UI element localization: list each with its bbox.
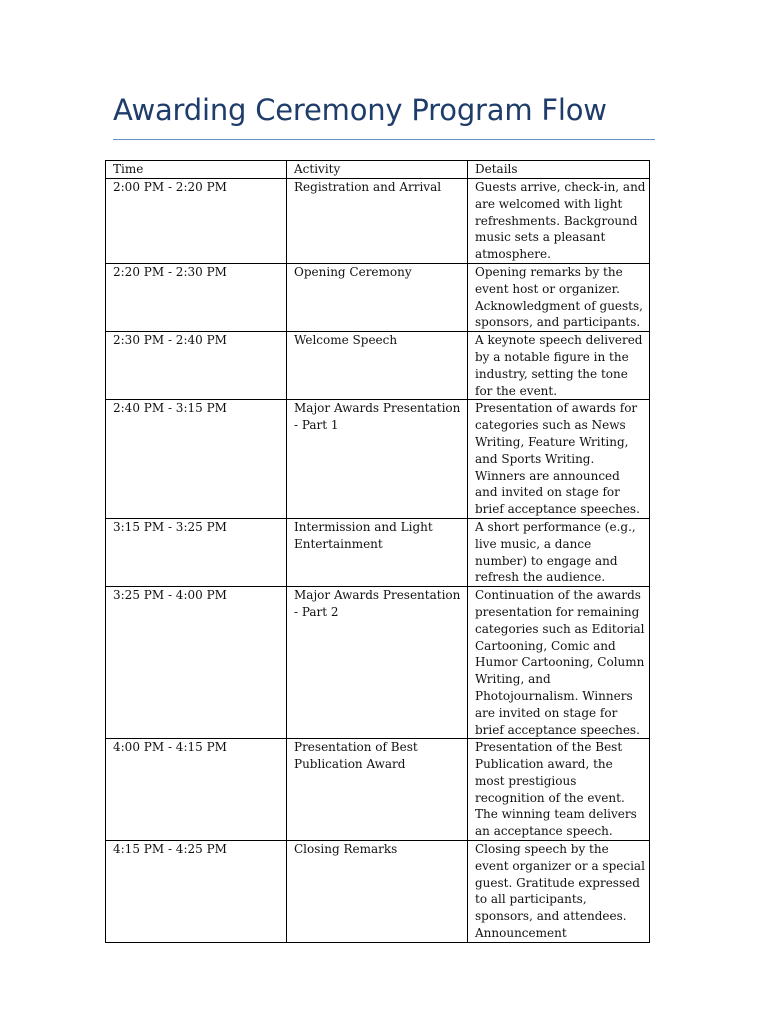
header-details: Details <box>468 161 650 179</box>
table-row <box>106 518 650 586</box>
header-activity: Activity <box>287 161 468 179</box>
table-row <box>106 739 650 841</box>
table-row <box>106 400 650 519</box>
document-title: Awarding Ceremony Program Flow <box>113 93 607 127</box>
cell-details: Opening remarks by the event host or organizer. Acknowledgment of guests, sponsors, and participants. <box>468 263 650 331</box>
program-table <box>105 160 650 943</box>
cell-time: 4:15 PM - 4:25 PM <box>106 841 287 943</box>
cell-time: 4:00 PM - 4:15 PM <box>106 739 287 841</box>
cell-activity: Welcome Speech <box>287 332 468 400</box>
table-row <box>106 179 650 264</box>
cell-activity: Intermission and Light Entertainment <box>287 518 468 586</box>
cell-details: A short performance (e.g., live music, a dance number) to engage and refresh the audience. <box>468 518 650 586</box>
cell-time: 2:20 PM - 2:30 PM <box>106 263 287 331</box>
table-row <box>106 841 650 943</box>
table-row <box>106 587 650 739</box>
cell-activity: Opening Ceremony <box>287 263 468 331</box>
cell-activity: Closing Remarks <box>287 841 468 943</box>
cell-time: 3:15 PM - 3:25 PM <box>106 518 287 586</box>
cell-activity: Major Awards Presentation - Part 2 <box>287 587 468 739</box>
table-row <box>106 263 650 331</box>
cell-time: 3:25 PM - 4:00 PM <box>106 587 287 739</box>
cell-time: 2:30 PM - 2:40 PM <box>106 332 287 400</box>
cell-details: Presentation of the Best Publication award, the most prestigious recognition of the event. The winning team delivers an acceptance speech. <box>468 739 650 841</box>
cell-details: Continuation of the awards presentation for remaining categories such as Editorial Cartooning, Comic and Humor Cartooning, Column Writing, and Photojournalism. Winners are invited on stage for brief acceptance speeches. <box>468 587 650 739</box>
title-underline <box>113 139 655 140</box>
cell-time: 2:40 PM - 3:15 PM <box>106 400 287 519</box>
cell-details: Closing speech by the event organizer or a special guest. Gratitude expressed to all participants, sponsors, and attendees. Announcement <box>468 841 650 943</box>
table-header-row <box>106 161 650 179</box>
table-row <box>106 332 650 400</box>
cell-details: Guests arrive, check-in, and are welcomed with light refreshments. Background music sets a pleasant atmosphere. <box>468 179 650 264</box>
cell-activity: Major Awards Presentation - Part 1 <box>287 400 468 519</box>
header-time: Time <box>106 161 287 179</box>
cell-details: A keynote speech delivered by a notable figure in the industry, setting the tone for the event. <box>468 332 650 400</box>
cell-details: Presentation of awards for categories such as News Writing, Feature Writing, and Sports Writing. Winners are announced and invited on stage for brief acceptance speeches. <box>468 400 650 519</box>
cell-activity: Presentation of Best Publication Award <box>287 739 468 841</box>
cell-time: 2:00 PM - 2:20 PM <box>106 179 287 264</box>
cell-activity: Registration and Arrival <box>287 179 468 264</box>
